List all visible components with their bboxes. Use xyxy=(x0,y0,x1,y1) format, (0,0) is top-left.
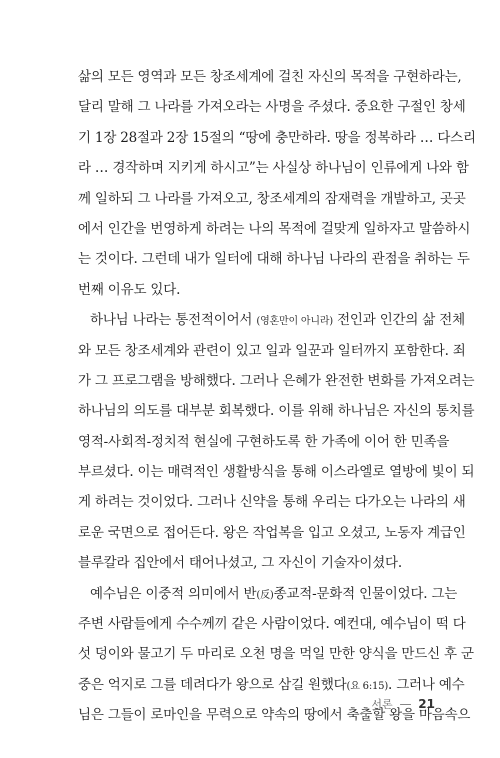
text-line: 에서 인간을 번영하게 하려는 나의 목적에 걸맞게 일하자고 말씀하시 xyxy=(78,220,471,237)
text-line: 라 … 경작하며 지키게 하시고”는 사실상 하나님이 인류에게 나와 함 xyxy=(78,160,469,177)
text-line: 블루칼라 집안에서 태어나셨고, 그 자신이 기술자이셨다. xyxy=(78,555,402,572)
scripture-reference: (요 6:15) xyxy=(346,680,389,692)
page-footer xyxy=(0,696,435,712)
text-run: . 그러나 예수 xyxy=(388,676,465,693)
paragraph-first-line xyxy=(78,305,465,335)
text-line: 는 것이다. 그런데 내가 일터에 대해 하나님 나라의 관점을 취하는 두 xyxy=(78,251,470,268)
text-line: 섯 덩이와 물고기 두 마리로 오천 명을 먹일 만한 양식을 만드신 후 군 xyxy=(78,646,474,663)
text-line: 가 그 프로그램을 방해했다. 그러나 은혜가 완전한 변화를 가져오려는 xyxy=(78,372,475,389)
text-run: 종교적-문화적 인물이었다. 그는 xyxy=(273,585,458,602)
text-line: 께 일하되 그 나라를 가져오고, 창조세계의 잠재력을 개발하고, 곳곳 xyxy=(78,190,466,207)
section-title: 서론 xyxy=(371,698,393,711)
text-line: 로운 국면으로 접어든다. 왕은 작업복을 입고 오셨고, 노동자 계급인 xyxy=(78,524,466,541)
text-line: 번째 이유도 있다. xyxy=(78,281,181,298)
text-line: 달리 말해 그 나라를 가져오라는 사명을 주셨다. 중요한 구절인 창세 xyxy=(78,99,466,116)
text-line: 게 하려는 것이었다. 그러나 신약을 통해 우리는 다가오는 나라의 새 xyxy=(78,494,466,511)
text-line: 기 1장 28절과 2장 15절의 “땅에 충만하라. 땅을 정복하라 … 다스리 xyxy=(78,129,476,146)
text-line: 하나님의 의도를 대부분 회복했다. 이를 위해 하나님은 자신의 통치를 xyxy=(78,403,475,420)
text-line: 와 모든 창조세계와 관련이 있고 일과 일꾼과 일터까지 포함한다. 죄 xyxy=(78,342,466,359)
footer-separator: — xyxy=(399,697,412,711)
paragraph-first-line xyxy=(78,579,458,609)
text-line: 님은 그들이 로마인을 무력으로 약속의 땅에서 축출할 왕을 마음속으 xyxy=(78,707,471,724)
text-run: 중은 억지로 그를 데려다가 왕으로 삼길 원했다 xyxy=(78,676,347,693)
text-line: 부르셨다. 이는 매력적인 생활방식을 통해 이스라엘로 열방에 빛이 되 xyxy=(78,464,475,481)
page-number: 21 xyxy=(418,697,435,711)
parenthetical-note: (영혼만이 아니라) xyxy=(256,316,333,328)
text-run: 하나님 나라는 통전적이어서 xyxy=(90,312,257,329)
text-run: 예수님은 이중적 의미에서 반 xyxy=(90,585,257,602)
text-line: 영적-사회적-정치적 현실에 구현하도록 한 가족에 이어 한 민족을 xyxy=(78,433,450,450)
text-line: 삶의 모든 영역과 모든 창조세계에 걸친 자신의 목적을 구현하라는, xyxy=(78,69,462,85)
text-run: 전인과 인간의 삶 전체 xyxy=(332,312,465,329)
parenthetical-note: (反) xyxy=(256,589,274,601)
text-line: 주변 사람들에게 수수께끼 같은 사람이었다. 예컨대, 예수님이 떡 다 xyxy=(78,616,466,633)
body-text xyxy=(78,62,476,731)
